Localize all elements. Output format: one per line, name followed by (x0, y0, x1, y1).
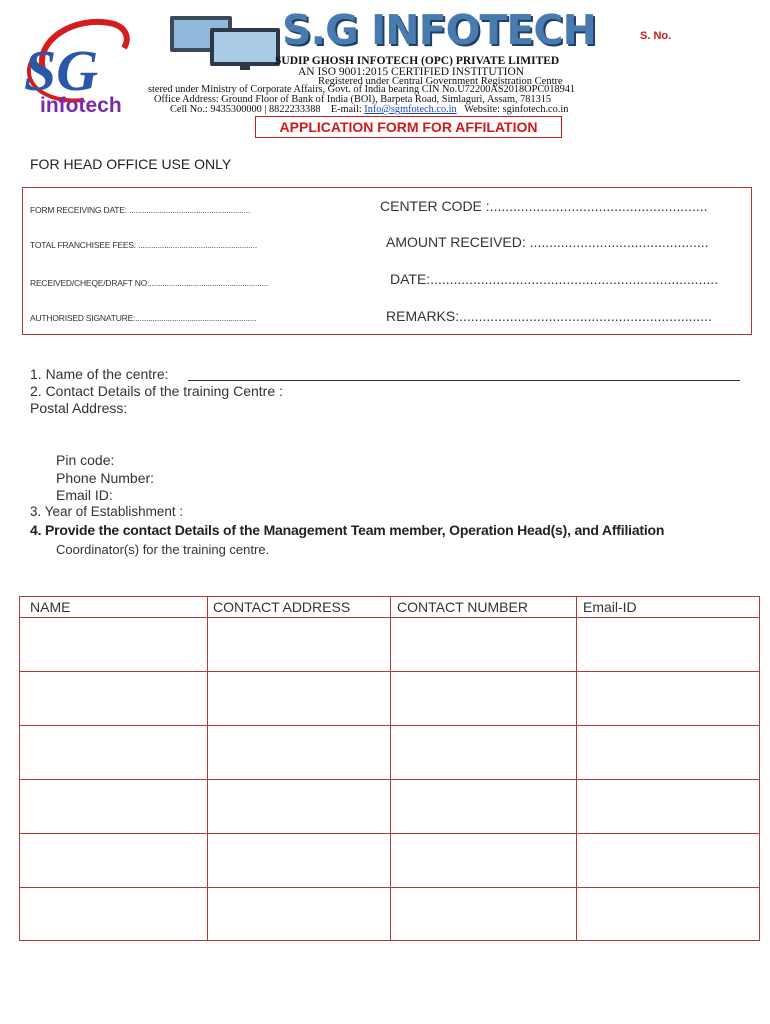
form-title: APPLICATION FORM FOR AFFILATION (255, 116, 562, 138)
phone-number-label: Phone Number: (56, 470, 155, 486)
total-franchisee-fees: TOTAL FRANCHISEE FEES: ....................................................... (30, 240, 258, 250)
management-team-instruction-cont: Coordinator(s) for the training centre. (56, 542, 270, 557)
received-cheque-draft-no: RECEIVED/CHEQE/DRAFT NO:....................................................... (30, 278, 269, 288)
authorised-signature: AUTHORISED SIGNATURE:........................................................ (30, 313, 257, 323)
header-contact-number: CONTACT NUMBER (397, 599, 528, 615)
registration-line: Registered under Central Government Registration Centre (318, 76, 563, 87)
cell-numbers: Cell No.: 9435300000 | 8822233388 (170, 104, 321, 115)
remarks: REMARKS:................................................................. (386, 308, 712, 324)
pin-code-label: Pin code: (56, 452, 115, 468)
form-receiving-date: FORM RECEIVING DATE: ........................................................ (30, 205, 251, 215)
header-email-id: Email-ID (583, 599, 637, 615)
brand-name: S.G INFOTECH (282, 6, 596, 54)
postal-address-label: Postal Address: (30, 400, 128, 416)
contact-details-label: 2. Contact Details of the training Centre : (30, 383, 283, 399)
email-label: E-mail: (330, 104, 362, 115)
office-address: Office Address: Ground Floor of Bank of India (BOI), Barpeta Road, Simlaguri, Assam, 781315 (154, 94, 552, 105)
computer-monitors-icon (166, 14, 286, 72)
office-date: DATE:.......................................................................... (390, 271, 719, 287)
website: Website: sginfotech.co.in (464, 104, 569, 115)
amount-received: AMOUNT RECEIVED: .............................................. (386, 234, 709, 250)
office-use-heading: FOR HEAD OFFICE USE ONLY (30, 156, 232, 172)
company-name: SUDIP GHOSH INFOTECH (OPC) PRIVATE LIMITED (275, 55, 560, 67)
header-contact-address: CONTACT ADDRESS (213, 599, 351, 615)
svg-text:infotech: infotech (40, 94, 122, 116)
email-link[interactable]: Info@sgmfotech.co.in (364, 104, 457, 115)
management-contacts-table (19, 596, 760, 941)
contact-line (170, 105, 568, 116)
serial-number-label: S. No. (640, 30, 672, 42)
ministry-line: stered under Ministry of Corporate Affairs, Govt. of India bearing CIN No.U72200AS2018OPC018941 (148, 84, 576, 95)
header-name: NAME (30, 599, 71, 615)
centre-name-label: 1. Name of the centre: (30, 366, 169, 382)
sg-infotech-logo (14, 12, 138, 116)
email-id-label: Email ID: (56, 487, 113, 503)
management-team-instruction: 4. Provide the contact Details of the Management Team member, Operation Head(s), and Affiliation (30, 522, 665, 538)
year-established-label: 3. Year of Establishment : (30, 504, 184, 519)
centre-name-field[interactable] (188, 380, 740, 381)
iso-certification: AN ISO 9001:2015 CERTIFIED INSTITUTION (298, 66, 525, 78)
svg-text:SG: SG (24, 38, 99, 103)
center-code: CENTER CODE :........................................................ (380, 198, 708, 214)
